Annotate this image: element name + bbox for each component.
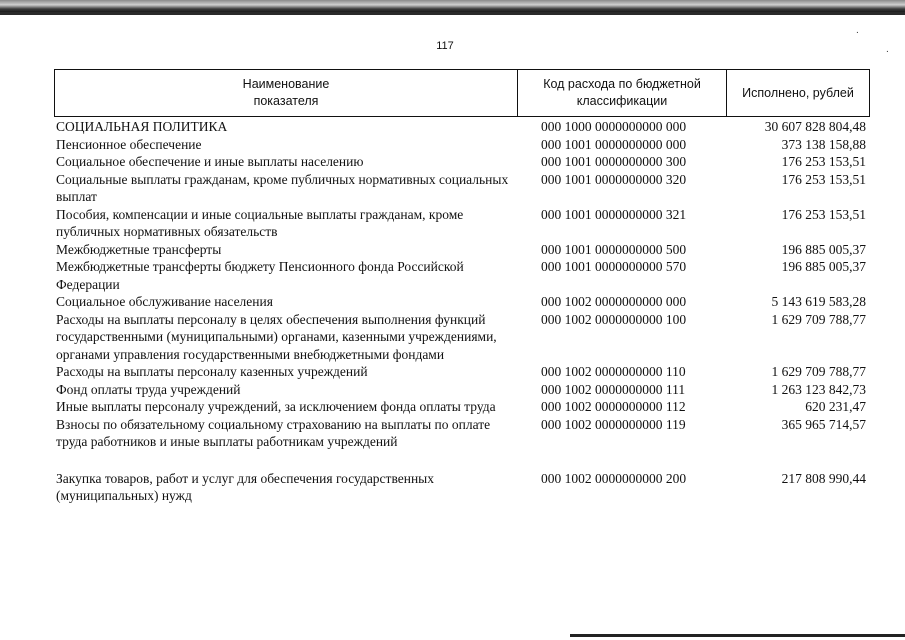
row-amount: 196 885 005,37 (781, 241, 866, 257)
row-name: Межбюджетные трансферты (56, 241, 222, 257)
table-row (56, 416, 866, 451)
row-name: Пенсионное обеспечение (56, 136, 202, 152)
header-name-line1: Наименование (242, 77, 330, 91)
scan-top-edge (0, 12, 905, 15)
margin-mark: . (856, 25, 859, 36)
header-code-cell (518, 70, 727, 117)
row-name: Пособия, компенсации и иные социальные выплаты гражданам, кроме публичных нормативных обязательств (56, 206, 464, 239)
row-amount: 196 885 005,37 (781, 259, 866, 274)
row-amount: 373 138 158,88 (781, 136, 866, 152)
header-code-line1: Код расхода по бюджетной (543, 77, 701, 91)
table-row (56, 153, 866, 171)
row-code: 000 1002 0000000000 100 (541, 311, 687, 327)
row-name: Закупка товаров, работ и услуг для обеспечения государственных (муниципальных) нужд (56, 470, 435, 503)
row-code: 000 1002 0000000000 200 (541, 470, 687, 486)
row-code: 000 1000 0000000000 000 (541, 119, 687, 134)
header-name-cell (55, 70, 518, 117)
row-amount: 1 629 709 788,77 (771, 364, 866, 379)
row-code: 000 1001 0000000000 321 (541, 206, 687, 222)
table-row (56, 470, 866, 505)
row-name: Социальное обеспечение и иные выплаты населению (56, 154, 364, 169)
row-code: 000 1001 0000000000 570 (541, 259, 687, 274)
row-code: 000 1001 0000000000 000 (541, 136, 687, 152)
row-amount: 1 629 709 788,77 (771, 311, 866, 327)
row-code: 000 1002 0000000000 000 (541, 294, 687, 309)
table-row (56, 258, 866, 293)
row-code: 000 1002 0000000000 111 (541, 381, 686, 397)
header-amount-cell: Исполнено, рублей (727, 70, 870, 117)
row-code: 000 1001 0000000000 500 (541, 241, 687, 257)
margin-mark: . (886, 44, 889, 55)
row-amount: 176 253 153,51 (781, 154, 866, 169)
table-row (56, 171, 866, 206)
table-row (56, 363, 866, 381)
row-amount: 1 263 123 842,73 (771, 381, 866, 397)
row-name: Иные выплаты персоналу учреждений, за исключением фонда оплаты труда (56, 399, 496, 414)
scan-top-border (0, 0, 905, 12)
row-amount: 365 965 714,57 (781, 416, 866, 432)
page-number: 117 (436, 40, 454, 52)
header-name-line2: показателя (253, 94, 319, 108)
table-row (56, 118, 866, 136)
row-amount: 620 231,47 (805, 399, 866, 414)
table-row (56, 293, 866, 311)
table-row (56, 381, 866, 399)
table-row (56, 311, 866, 364)
row-name: Фонд оплаты труда учреждений (56, 381, 241, 397)
scan-bottom-edge (570, 634, 905, 637)
header-code-line2: классификации (576, 94, 668, 108)
table-row (56, 136, 866, 154)
row-name: Расходы на выплаты персоналу в целях обеспечения выполнения функций государственными (муниципальными) органами, казенными учреждениями, органами управления государственными внебюджетными фондами (56, 311, 497, 362)
row-code: 000 1002 0000000000 119 (541, 416, 686, 432)
row-code: 000 1002 0000000000 112 (541, 399, 686, 414)
row-amount: 30 607 828 804,48 (764, 119, 866, 134)
row-amount: 217 808 990,44 (781, 470, 866, 486)
row-amount: 5 143 619 583,28 (771, 294, 866, 309)
table-row (56, 241, 866, 259)
row-name: Расходы на выплаты персоналу казенных учреждений (56, 364, 368, 379)
row-name: СОЦИАЛЬНАЯ ПОЛИТИКА (56, 119, 228, 134)
table-header (54, 69, 870, 117)
table-row (56, 398, 866, 416)
row-name: Взносы по обязательному социальному страхованию на выплаты по оплате труда работников и иные выплаты работникам учреждений (56, 416, 491, 449)
table-row (56, 206, 866, 241)
row-amount: 176 253 153,51 (781, 206, 866, 222)
row-amount: 176 253 153,51 (781, 171, 866, 187)
row-code: 000 1002 0000000000 110 (541, 364, 686, 379)
table-body (56, 118, 866, 505)
row-name: Межбюджетные трансферты бюджету Пенсионного фонда Российской Федерации (56, 259, 464, 292)
row-name: Социальное обслуживание населения (56, 294, 273, 309)
row-code: 000 1001 0000000000 300 (541, 154, 687, 169)
row-name: Социальные выплаты гражданам, кроме публичных нормативных социальных выплат (56, 171, 509, 204)
row-code: 000 1001 0000000000 320 (541, 171, 687, 187)
